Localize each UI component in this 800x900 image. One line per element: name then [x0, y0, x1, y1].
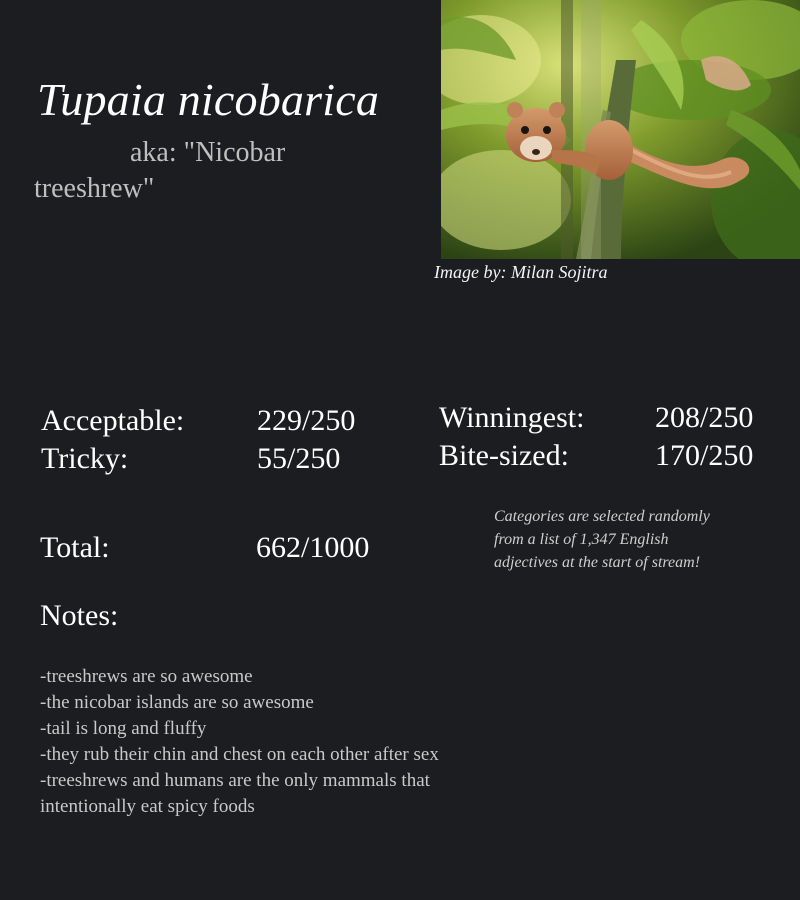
notes-list: [40, 664, 510, 820]
treeshrew-photo: [441, 0, 800, 259]
score-value-acceptable: 229/250: [257, 404, 356, 437]
score-label-acceptable: Acceptable:: [41, 404, 185, 437]
score-value-winningest: 208/250: [655, 401, 754, 434]
score-label-total: Total:: [40, 531, 110, 564]
image-credit: Image by: Milan Sojitra: [434, 262, 608, 282]
score-label-tricky: Tricky:: [41, 442, 129, 475]
score-value-total: 662/1000: [256, 531, 370, 564]
species-scientific-name: Tupaia nicobarica: [37, 74, 380, 125]
note-item: -tail is long and fluffy: [40, 718, 207, 739]
score-label-bite-sized: Bite-sized:: [439, 439, 569, 472]
note-item: -the nicobar islands are so awesome: [40, 692, 314, 713]
score-label-winningest: Winningest:: [439, 401, 585, 434]
note-item: -they rub their chin and chest on each other after sex: [40, 744, 439, 765]
species-common-name: aka: "Nicobar treeshrew": [34, 137, 286, 204]
note-item: -treeshrews are so awesome: [40, 666, 253, 687]
score-value-tricky: 55/250: [257, 442, 341, 475]
notes-heading: Notes:: [40, 599, 119, 632]
category-disclaimer: Categories are selected randomly from a list of 1,347 English adjectives at the start of stream!: [494, 508, 710, 571]
note-item: -treeshrews and humans are the only mammals that intentionally eat spicy foods: [40, 770, 430, 817]
score-value-bite-sized: 170/250: [655, 439, 754, 472]
